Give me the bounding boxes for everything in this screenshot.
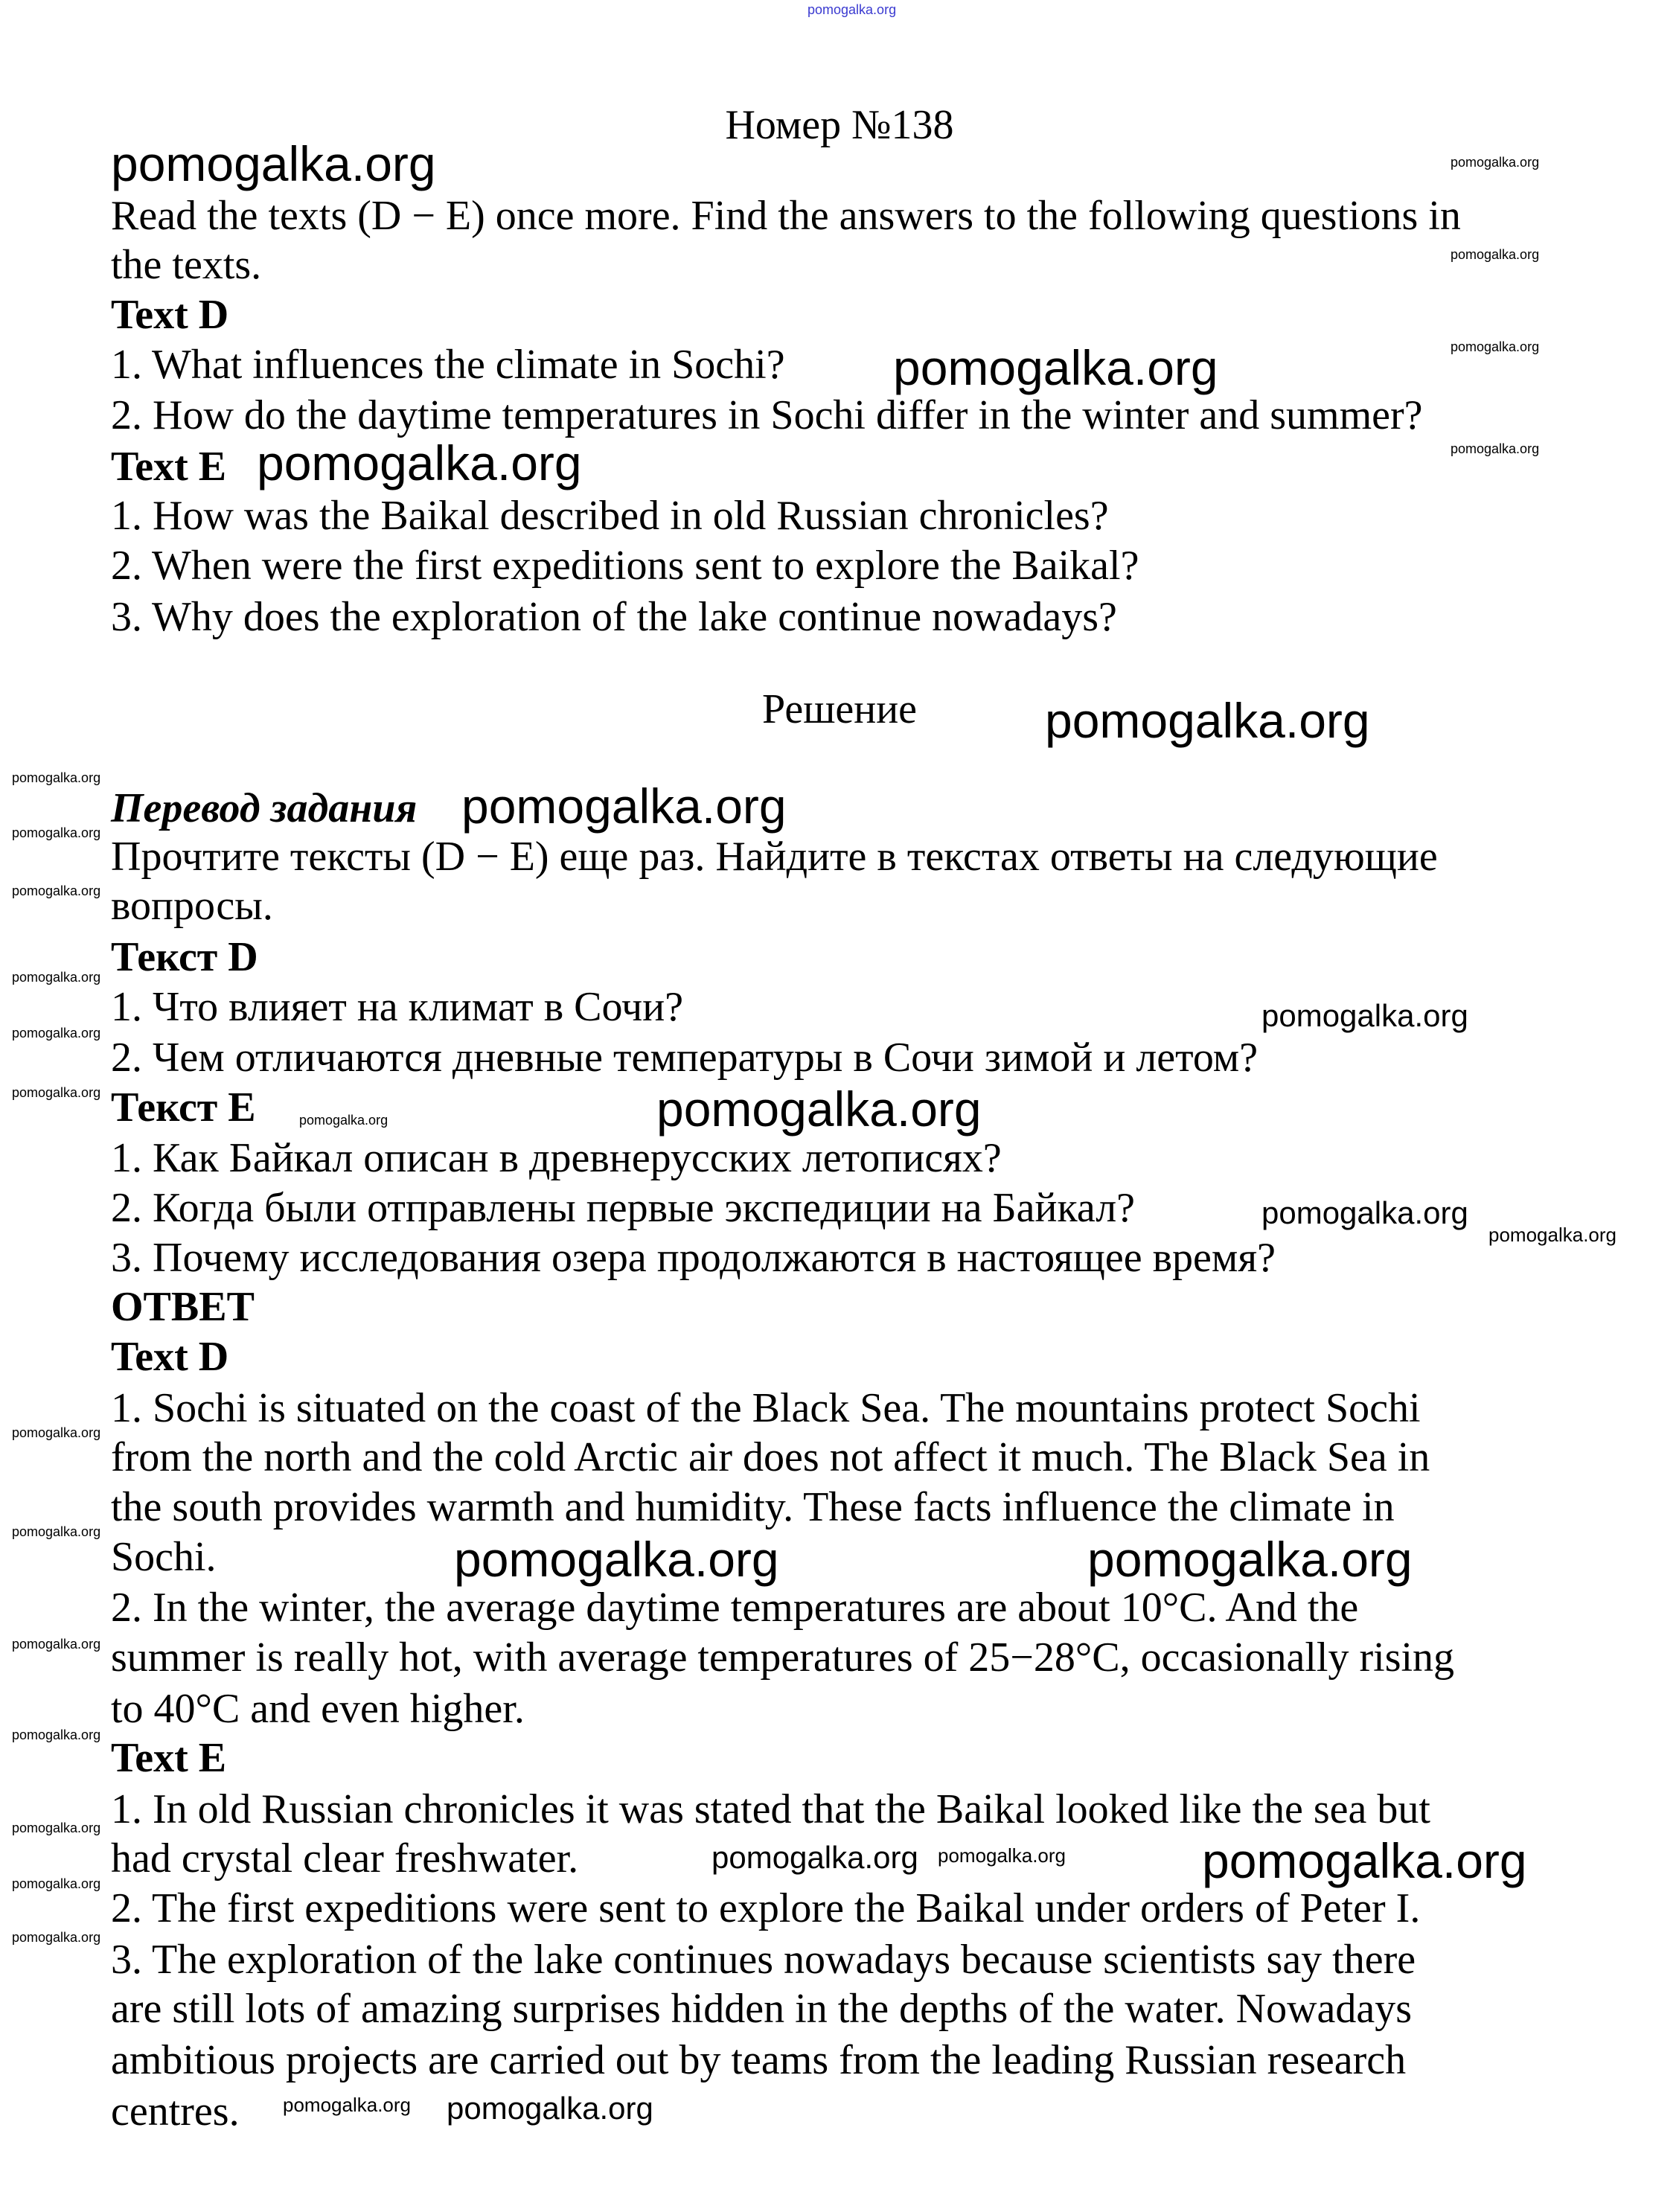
task-line: Read the texts (D − E) once more. Find the answers to the following questions in <box>111 193 1461 239</box>
watermark: pomogalka.org <box>299 1113 388 1128</box>
task-text-d-heading: Text D <box>111 292 229 338</box>
translation-question: 1. Как Байкал описан в древнерусских летописях? <box>111 1135 1002 1181</box>
answer-line: 3. The exploration of the lake continues nowadays because scientists say there <box>111 1937 1416 1983</box>
watermark: pomogalka.org <box>1087 1532 1413 1587</box>
translation-heading: Перевод задания <box>111 785 418 831</box>
watermark: pomogalka.org <box>1202 1833 1527 1888</box>
answer-line: 1. In old Russian chronicles it was stated that the Baikal looked like the sea but <box>111 1786 1430 1832</box>
watermark: pomogalka.org <box>12 883 101 898</box>
solution-heading: Решение <box>761 686 918 732</box>
watermark: pomogalka.org <box>447 2091 653 2126</box>
watermark: pomogalka.org <box>711 1840 918 1875</box>
task-text-e-heading: Text E <box>111 444 227 490</box>
watermark: pomogalka.org <box>454 1532 779 1587</box>
watermark: pomogalka.org <box>12 1876 101 1891</box>
translation-question: 1. Что влияет на климат в Сочи? <box>111 984 684 1030</box>
watermark: pomogalka.org <box>893 340 1218 395</box>
watermark: pomogalka.org <box>1451 441 1540 456</box>
watermark: pomogalka.org <box>12 1930 101 1945</box>
task-question: 2. How do the daytime temperatures in Sochi differ in the winter and summer? <box>111 392 1423 438</box>
answer-line: centres. <box>111 2088 240 2135</box>
answer-line: to 40°C and even higher. <box>111 1686 525 1732</box>
answer-line: from the north and the cold Arctic air does not affect it much. The Black Sea in <box>111 1434 1430 1480</box>
watermark: pomogalka.org <box>12 1026 101 1041</box>
watermark: pomogalka.org <box>1451 155 1540 170</box>
watermark: pomogalka.org <box>12 825 101 840</box>
watermark: pomogalka.org <box>1488 1224 1616 1246</box>
translation-text-d-heading: Текст D <box>111 934 258 980</box>
task-question: 1. What influences the climate in Sochi? <box>111 342 785 388</box>
answer-heading: ОТВЕТ <box>111 1284 255 1330</box>
watermark: pomogalka.org <box>938 1844 1066 1867</box>
answer-line: are still lots of amazing surprises hidden in the depths of the water. Nowadays <box>111 1986 1413 2032</box>
watermark: pomogalka.org <box>12 1727 101 1742</box>
watermark: pomogalka.org <box>12 770 101 785</box>
translation-question: 2. Когда были отправлены первые экспедиции на Байкал? <box>111 1185 1135 1231</box>
task-question: 2. When were the first expeditions sent to explore the Baikal? <box>111 543 1139 589</box>
translation-line: вопросы. <box>111 883 273 929</box>
watermark: pomogalka.org <box>656 1081 982 1137</box>
task-question: 3. Why does the exploration of the lake continue nowadays? <box>111 594 1117 640</box>
watermark: pomogalka.org <box>257 435 582 490</box>
watermark: pomogalka.org <box>111 136 436 191</box>
answer-line: summer is really hot, with average temperatures of 25−28°C, occasionally rising <box>111 1634 1455 1681</box>
watermark: pomogalka.org <box>283 2094 411 2116</box>
watermark: pomogalka.org <box>12 1085 101 1100</box>
translation-line: Прочтите тексты (D − E) еще раз. Найдите в текстах ответы на следующие <box>111 834 1438 880</box>
watermark: pomogalka.org <box>1451 247 1540 262</box>
watermark: pomogalka.org <box>12 1425 101 1440</box>
answer-line: 2. In the winter, the average daytime temperatures are about 10°C. And the <box>111 1585 1359 1631</box>
watermark: pomogalka.org <box>1261 998 1468 1033</box>
answer-line: 2. The first expeditions were sent to explore the Baikal under orders of Peter I. <box>111 1885 1421 1931</box>
translation-question: 3. Почему исследования озера продолжаются в настоящее время? <box>111 1235 1276 1281</box>
task-question: 1. How was the Baikal described in old Russian chronicles? <box>111 493 1109 539</box>
watermark: pomogalka.org <box>12 1821 101 1835</box>
watermark: pomogalka.org <box>12 1524 101 1539</box>
translation-question: 2. Чем отличаются дневные температуры в Сочи зимой и летом? <box>111 1035 1259 1081</box>
top-watermark-link[interactable]: pomogalka.org <box>807 2 897 17</box>
watermark: pomogalka.org <box>1045 693 1370 748</box>
watermark: pomogalka.org <box>1261 1195 1468 1230</box>
answer-line: 1. Sochi is situated on the coast of the Black Sea. The mountains protect Sochi <box>111 1385 1421 1431</box>
answer-line: ambitious projects are carried out by teams from the leading Russian research <box>111 2037 1407 2083</box>
answer-line: had crystal clear freshwater. <box>111 1835 579 1882</box>
watermark: pomogalka.org <box>12 1637 101 1652</box>
watermark: pomogalka.org <box>12 970 101 985</box>
answer-text-e-heading: Text E <box>111 1735 227 1781</box>
page-title: Номер №138 <box>725 102 954 148</box>
answer-line: Sochi. <box>111 1534 217 1580</box>
answer-line: the south provides warmth and humidity. These facts influence the climate in <box>111 1484 1395 1530</box>
watermark: pomogalka.org <box>1451 339 1540 354</box>
translation-text-e-heading: Текст E <box>111 1084 256 1131</box>
answer-text-d-heading: Text D <box>111 1334 229 1380</box>
task-line: the texts. <box>111 242 262 288</box>
watermark: pomogalka.org <box>461 779 787 834</box>
